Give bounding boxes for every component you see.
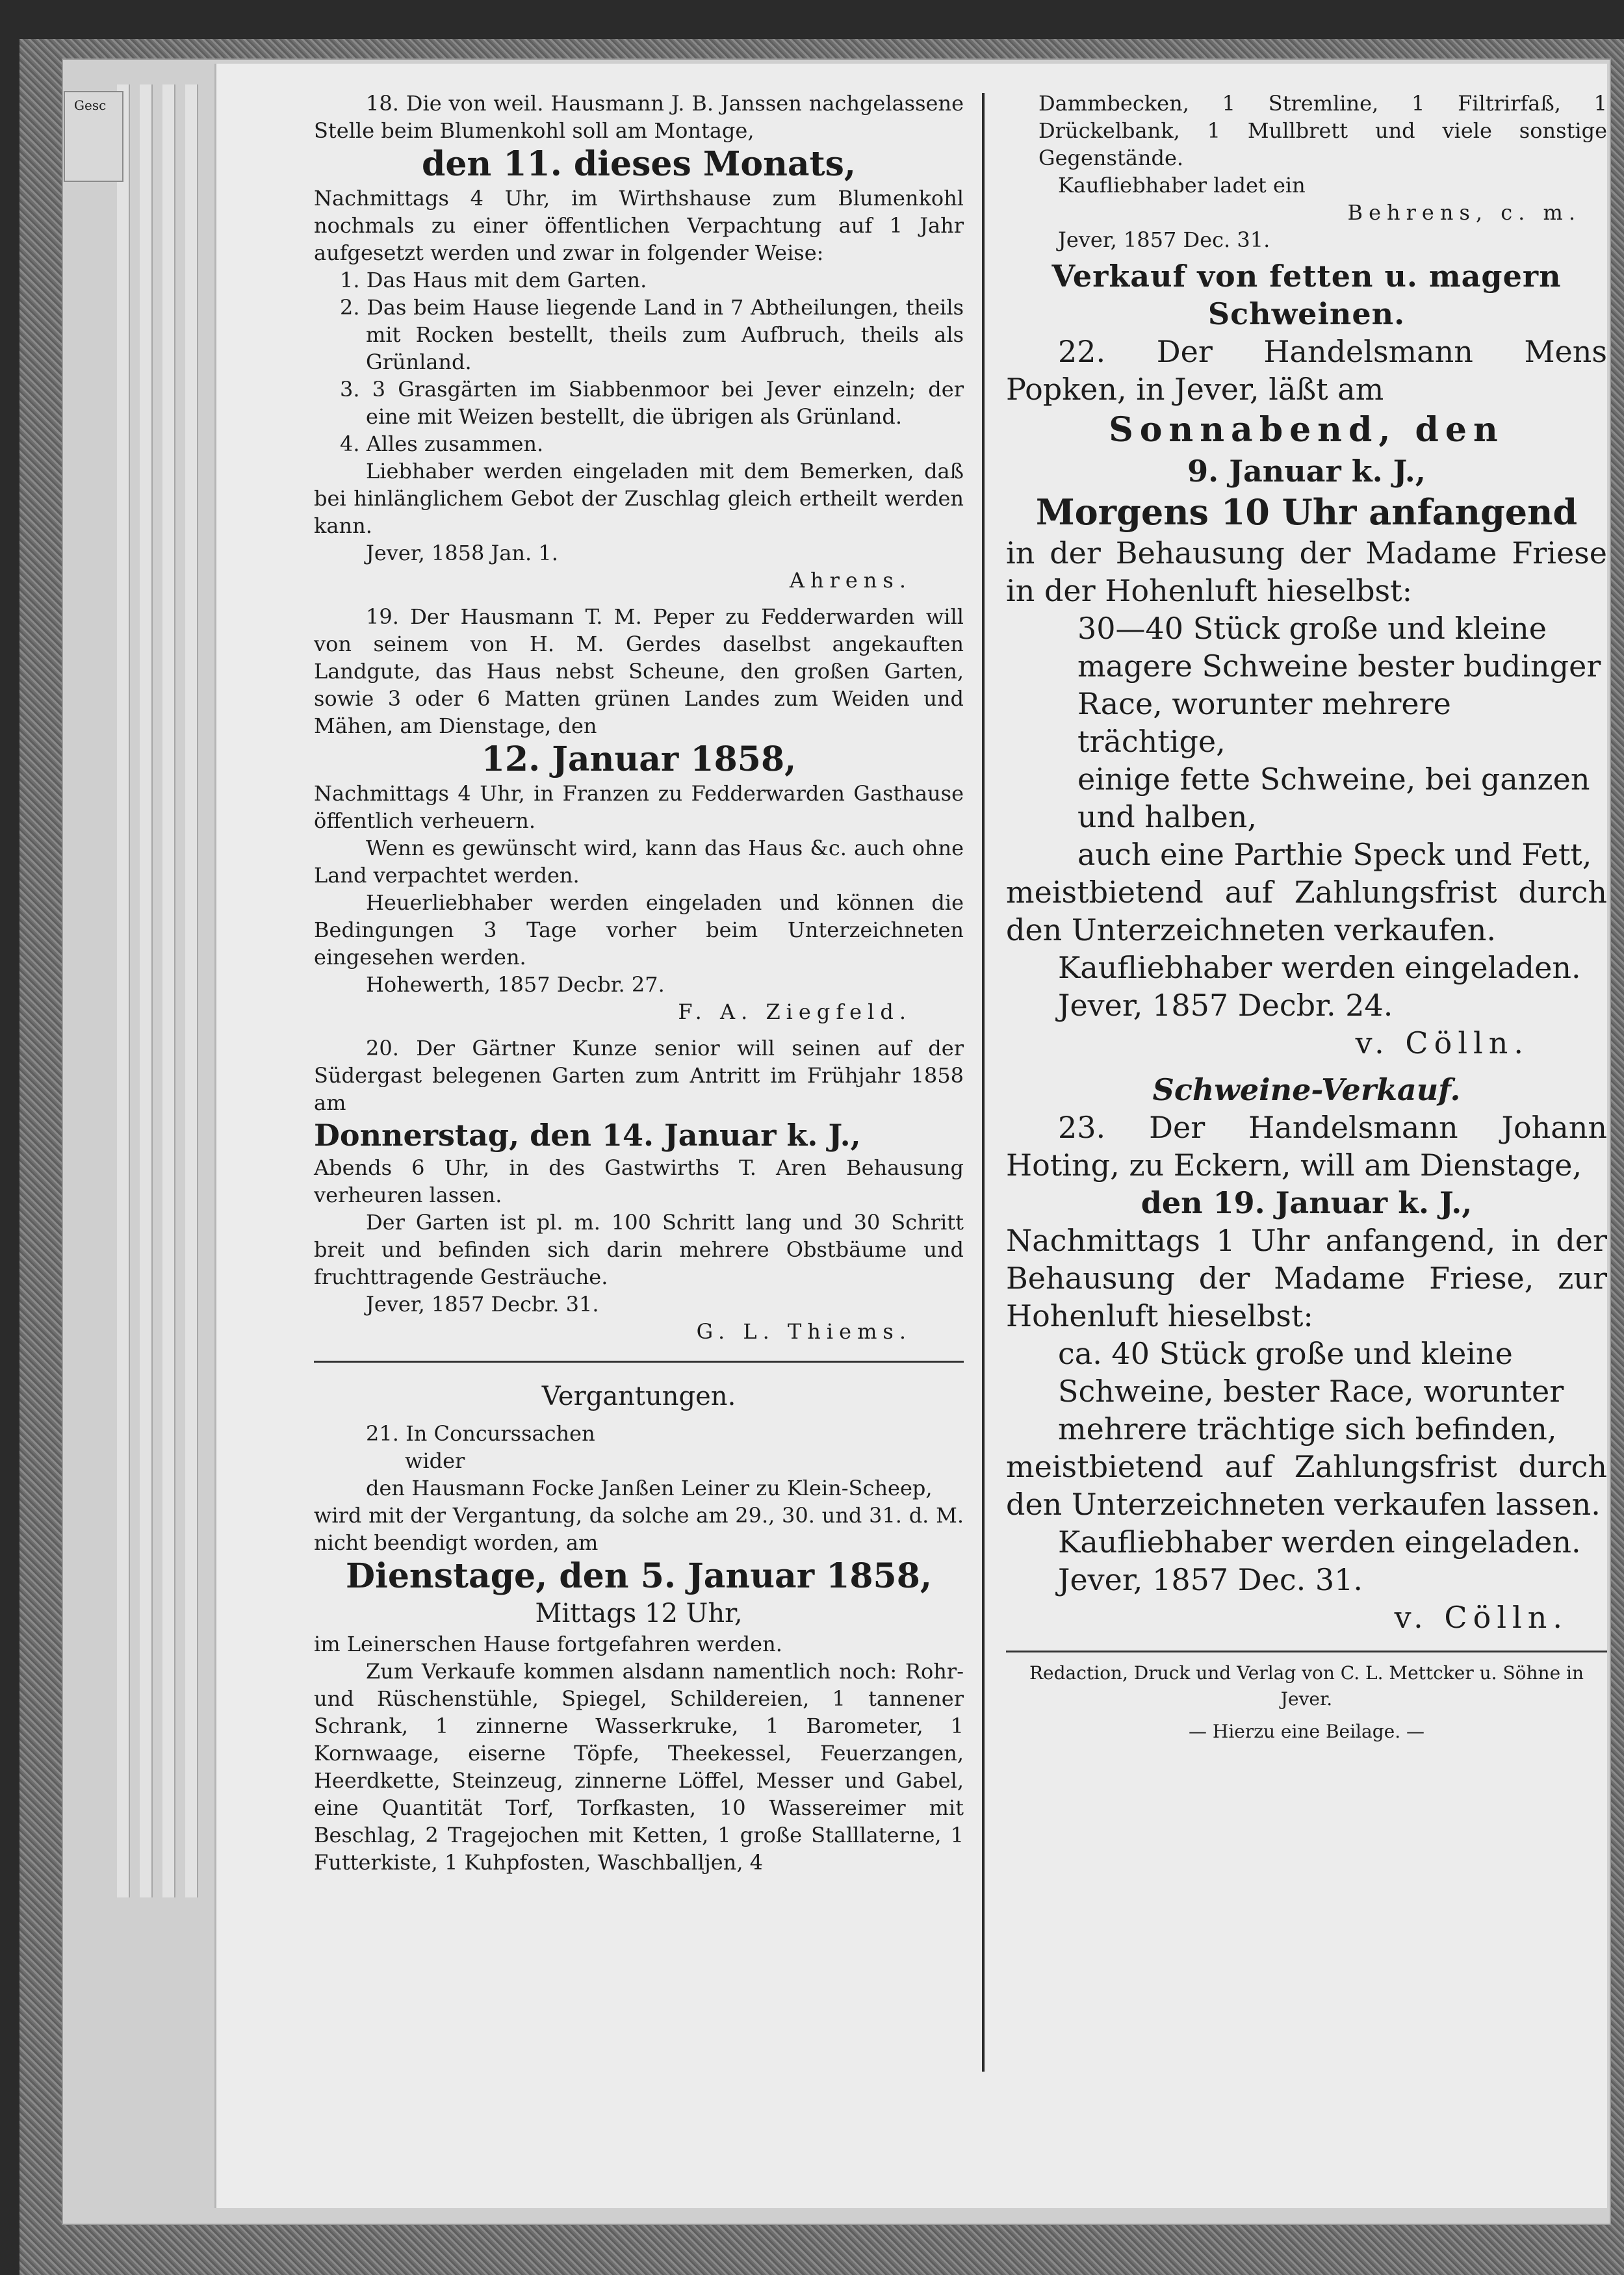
notice-23 (1006, 1071, 1607, 1636)
notice-18 (314, 90, 964, 594)
notice-18-item: 4. Alles zusammen. (340, 431, 544, 456)
stack-edge (140, 84, 153, 1897)
notice-22-location: in der Behausung der Madame Friese in der Hohenluft hieselbst: (1006, 535, 1607, 608)
notice-21-date: Dienstage, den 5. Januar 1858, (345, 1556, 933, 1596)
supplement-note: — Hierzu eine Beilage. — (1189, 1721, 1424, 1742)
column-rule (982, 93, 985, 2072)
right-column (1006, 90, 1607, 1745)
notice-23-place-date: Jever, 1857 Dec. 31. (1058, 1562, 1363, 1597)
continued-invitation: Kaufliebhaber ladet ein (1058, 173, 1306, 198)
notice-23-body: Nachmittags 1 Uhr anfangend, in der Behausung der Madame Friese, zur Hohenluft hieselbst: (1006, 1223, 1607, 1333)
notice-21-wider: wider (405, 1448, 465, 1473)
notice-21-time: Mittags 12 Uhr, (535, 1599, 743, 1628)
notice-23-signature: v. Cölln. (1394, 1600, 1568, 1635)
notice-22-intro: 22. Der Handelsmann Mens Popken, in Jever, läßt am (1006, 334, 1607, 407)
notice-22-item: einige fette Schweine, bei ganzen und halben, (1077, 762, 1590, 834)
notice-23-item: ca. 40 Stück große und kleine Schweine, bester Race, worunter mehrere trächtige sich befinden, (1058, 1336, 1564, 1446)
notice-19-signature: F. A. Ziegfeld. (678, 999, 912, 1024)
notice-18-intro: 18. Die von weil. Hausmann J. B. Janssen nachgelassene Stelle beim Blumenkohl soll am Montage, (314, 91, 964, 143)
notice-19 (314, 603, 964, 1025)
notice-20 (314, 1035, 964, 1345)
notice-23-date: den 19. Januar k. J., (1141, 1185, 1473, 1220)
notice-20-description: Der Garten ist pl. m. 100 Schritt lang und 30 Schritt breit und befinden sich darin mehrere Obstbäume und fruchttragende Gesträuche. (314, 1210, 964, 1289)
notice-23-headline: Schweine-Verkauf. (1152, 1072, 1461, 1107)
notice-21-location: im Leinerschen Hause fortgefahren werden. (314, 1632, 782, 1656)
stack-edge (162, 84, 175, 1897)
imprint: Redaction, Druck und Verlag von C. L. Mettcker u. Söhne in Jever. (1029, 1662, 1584, 1710)
notice-22-signature: v. Cölln. (1355, 1025, 1529, 1060)
section-divider (314, 1361, 964, 1363)
stack-edge (185, 84, 198, 1897)
stack-edge (117, 84, 130, 1897)
notice-19-place-date: Hohewerth, 1857 Decbr. 27. (366, 972, 665, 997)
notice-18-body: Nachmittags 4 Uhr, im Wirthshause zum Blumenkohl nochmals zu einer öffentlichen Verpachtung auf 1 Jahr aufgesetzt werden und zwar in folgender Weise: (314, 186, 964, 265)
notice-19-body: Nachmittags 4 Uhr, in Franzen zu Fedderwarden Gasthause öffentlich verheuern. (314, 781, 964, 833)
notice-19-date: 12. Januar 1858, (481, 739, 797, 779)
notice-20-intro: 20. Der Gärtner Kunze senior will seinen auf der Südergast belegenen Garten zum Antritt im Frühjahr 1858 am (314, 1036, 964, 1115)
notice-19-note: Wenn es gewünscht wird, kann das Haus &c. auch ohne Land verpachtet werden. (314, 836, 964, 888)
notice-23-intro: 23. Der Handelsmann Johann Hoting, zu Eckern, will am Dienstage, (1006, 1110, 1607, 1183)
notice-22-place-date: Jever, 1857 Decbr. 24. (1058, 988, 1393, 1023)
previous-page-edge (64, 91, 123, 182)
continued-place-date: Jever, 1857 Dec. 31. (1058, 227, 1270, 252)
notice-21-continued (1006, 90, 1607, 253)
notice-20-date: Donnerstag, den 14. Januar k. J., (314, 1118, 861, 1153)
notice-18-item: 1. Das Haus mit dem Garten. (340, 268, 647, 292)
notice-20-signature: G. L. Thiems. (696, 1319, 912, 1344)
notice-21-debtor: den Hausmann Focke Janßen Leiner zu Klein-Scheep, (366, 1476, 933, 1500)
notice-18-item: 2. Das beim Hause liegende Land in 7 Abtheilungen, theils mit Rocken bestellt, theils zum Aufbruch, theils als Grünland. (340, 295, 964, 374)
notice-20-place-date: Jever, 1857 Decbr. 31. (366, 1292, 599, 1317)
notice-21-intro: 21. In Concurssachen (366, 1421, 595, 1446)
notice-21 (314, 1420, 964, 1876)
notice-21-body: wird mit der Vergantung, da solche am 29., 30. und 31. d. M. nicht beendigt worden, am (314, 1503, 964, 1555)
notice-23-invitation: Kaufliebhaber werden eingeladen. (1058, 1524, 1581, 1560)
notice-19-conditions: Heuerliebhaber werden eingeladen und können die Bedingungen 3 Tage vorher beim Unterzeichneten eingesehen werden. (314, 890, 964, 970)
notice-22-body: meistbietend auf Zahlungsfrist durch den Unterzeichneten verkaufen. (1006, 875, 1607, 947)
footer-divider (1006, 1651, 1607, 1652)
notice-18-place-date: Jever, 1858 Jan. 1. (366, 541, 558, 565)
notice-19-intro: 19. Der Hausmann T. M. Peper zu Fedderwarden will von seinem von H. M. Gerdes daselbst angekauften Landgute, das Haus nebst Scheune, den großen Garten, sowie 3 oder 6 Matten grünen Landes zum Weiden und Mähen, am Dienstage, den (314, 604, 964, 738)
notice-22 (1006, 257, 1607, 1062)
notice-18-invitation: Liebhaber werden eingeladen mit dem Bemerken, daß bei hinlänglichem Gebot der Zuschlag gleich ertheilt werden kann. (314, 459, 964, 538)
newspaper-page (214, 64, 1607, 2208)
notice-21-items: Zum Verkaufe kommen alsdann namentlich noch: Rohr- und Rüschenstühle, Spiegel, Schildereien, 1 tannener Schrank, 1 zinnerne Wasserkruke, 1 Barometer, 1 Kornwaage, eiserne Töpfe, Theekessel, Feuerzangen, Heerdkette, Steinzeug, zinnerne Löffel, Messer und Gabel, eine Quantität Torf, Torfkasten, 10 Wassereimer mit Beschlag, 2 Tragejochen mit Ketten, 1 große Stalllaterne, 1 Futterkiste, 1 Kuhpfosten, Waschballjen, 4 (314, 1659, 964, 1875)
section-heading-vergantungen: Vergantungen. (541, 1382, 736, 1411)
notice-22-day: Sonnabend, den (1109, 410, 1504, 450)
previous-page-label: Gesc (74, 97, 107, 113)
notice-18-item: 3. 3 Grasgärten im Siabbenmoor bei Jever einzeln; der eine mit Weizen bestellt, die übrigen als Grünland. (340, 377, 964, 429)
continued-items: Dammbecken, 1 Stremline, 1 Filtrirfaß, 1 Drückelbank, 1 Mullbrett und viele sonstige Gegenstände. (1038, 91, 1607, 170)
left-column (314, 90, 964, 1876)
notice-22-invitation: Kaufliebhaber werden eingeladen. (1058, 950, 1581, 985)
notice-22-time: Morgens 10 Uhr anfangend (1035, 491, 1578, 533)
continued-signature: Behrens, c. m. (1347, 200, 1581, 225)
notice-23-sale: meistbietend auf Zahlungsfrist durch den Unterzeichneten verkaufen lassen. (1006, 1449, 1607, 1522)
notice-22-item: 30—40 Stück große und kleine magere Schweine bester budinger Race, worunter mehrere trächtige, (1077, 611, 1601, 759)
notice-22-date: 9. Januar k. J., (1187, 454, 1426, 489)
notice-20-body: Abends 6 Uhr, in des Gastwirths T. Aren Behausung verheuren lassen. (314, 1155, 964, 1207)
notice-22-item: auch eine Parthie Speck und Fett, (1077, 837, 1592, 872)
notice-22-headline: Verkauf von fetten u. magern Schweinen. (1051, 259, 1562, 331)
notice-18-signature: Ahrens. (789, 568, 912, 593)
notice-18-date: den 11. dieses Monats, (421, 144, 856, 184)
